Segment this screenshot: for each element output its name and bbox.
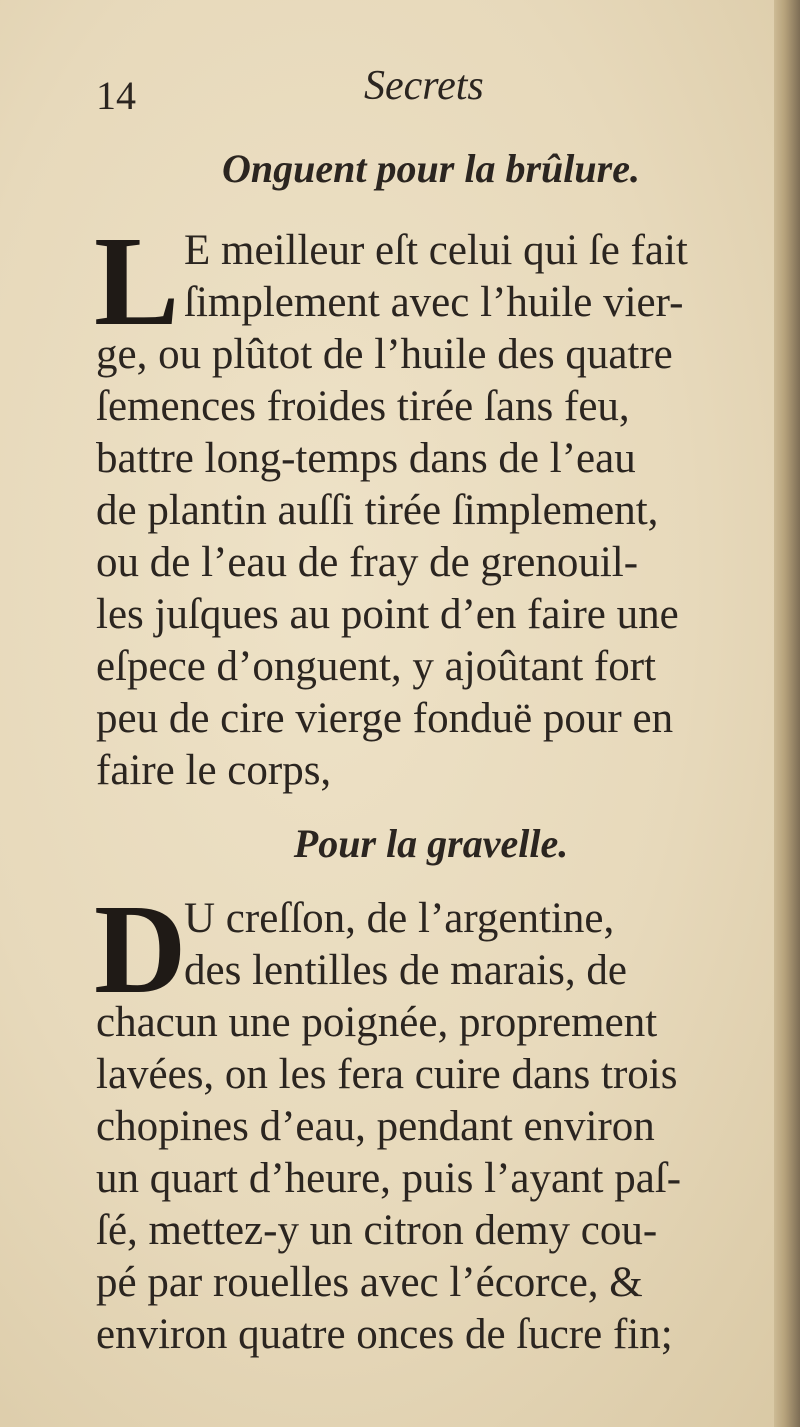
text-line: les juſques au point d’en faire une bbox=[96, 591, 679, 638]
page-number: 14 bbox=[96, 73, 136, 118]
drop-cap-letter: L bbox=[94, 210, 180, 352]
paragraph-burn-ointment bbox=[94, 210, 766, 797]
text-line: ſé, mettez-y un citron demy cou- bbox=[96, 1207, 658, 1254]
text-line: pé par rouelles avec l’écorce, & bbox=[96, 1259, 643, 1306]
text-line: eſpece d’onguent, y ajoûtant fort bbox=[96, 643, 656, 690]
text-line: faire le corps, bbox=[96, 747, 332, 794]
section-title-burn-ointment: Onguent pour la brûlure. bbox=[222, 146, 640, 191]
text-line: E meilleur eſt celui qui ſe fait bbox=[184, 227, 688, 274]
paragraph-gravel bbox=[94, 878, 766, 1361]
text-line: U creſſon, de l’argentine, bbox=[184, 895, 615, 942]
text-line: chacun une poignée, proprement bbox=[96, 999, 658, 1046]
text-line: des lentilles de marais, de bbox=[184, 947, 627, 994]
running-head: Secrets bbox=[364, 63, 484, 109]
section-title-gravel: Pour la gravelle. bbox=[293, 821, 569, 866]
text-line: ſemences froides tirée ſans feu, bbox=[96, 383, 630, 430]
text-line: un quart d’heure, puis l’ayant paſ- bbox=[96, 1155, 682, 1202]
text-line: environ quatre onces de ſucre fin; bbox=[96, 1311, 673, 1358]
text-line: chopines d’eau, pendant environ bbox=[96, 1103, 655, 1150]
text-line: ge, ou plûtot de l’huile des quatre bbox=[96, 331, 673, 378]
page-edge-shadow bbox=[774, 0, 800, 1427]
text-line: ſimplement avec l’huile vier- bbox=[184, 279, 684, 326]
page-header bbox=[96, 62, 766, 122]
text-line: lavées, on les fera cuire dans trois bbox=[96, 1051, 678, 1098]
text-line: battre long-temps dans de l’eau bbox=[96, 435, 636, 482]
text-line: peu de cire vierge fonduë pour en bbox=[96, 695, 674, 742]
text-line: ou de l’eau de fray de grenouil- bbox=[96, 539, 639, 586]
text-line: de plantin auſſi tirée ſimplement, bbox=[96, 487, 659, 534]
drop-cap-letter: D bbox=[94, 878, 187, 1020]
